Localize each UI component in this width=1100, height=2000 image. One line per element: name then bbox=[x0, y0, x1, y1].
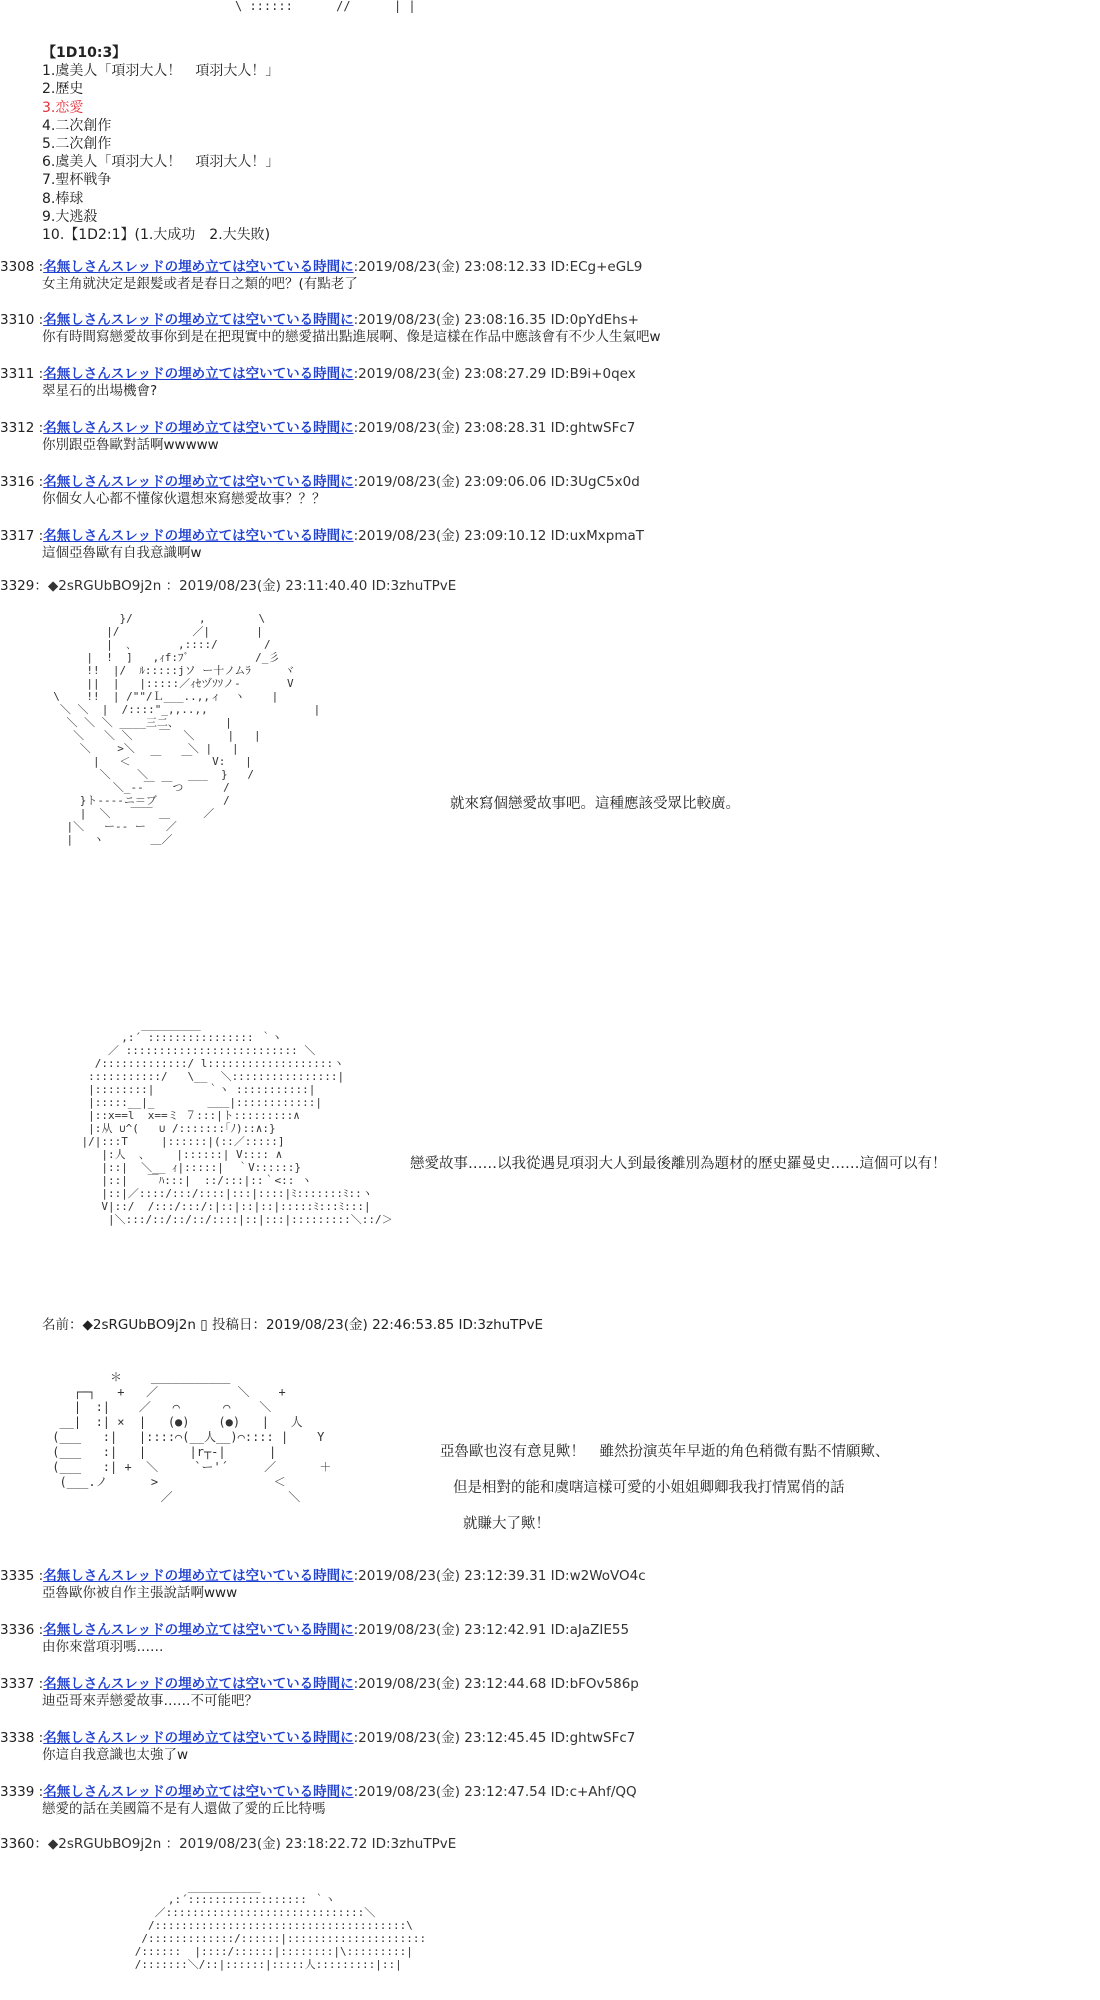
post-meta: :2019/08/23(金) 23:08:28.31 ID:ghtwSFc7 bbox=[353, 420, 636, 436]
list-item: 6.虞美人「項羽大人！ 項羽大人！」 bbox=[42, 154, 280, 171]
list-header: 【1D10:3】 bbox=[42, 45, 127, 61]
thread-post: 3338 :名無しさんスレッドの埋め立ては空いている時間に:2019/08/23(金) 23:12:45.45 ID:ghtwSFc7 你這自我意識也太強了w bbox=[0, 1730, 636, 1763]
post-meta: :2019/08/23(金) 23:09:06.06 ID:3UgC5x0d bbox=[353, 474, 640, 490]
post-body: 這個亞魯歐有自我意識啊w bbox=[42, 545, 202, 561]
post-number: 3337 bbox=[0, 1676, 35, 1692]
thread-post: 3337 :名無しさんスレッドの埋め立ては空いている時間に:2019/08/23(金) 23:12:44.68 ID:bFOv586p 迪亞哥來弄戀愛故事……不可能吧？ bbox=[0, 1676, 639, 1709]
thread-post: 3317 :名無しさんスレッドの埋め立ては空いている時間に:2019/08/23(金) 23:09:10.12 ID:uxMxpmaT 這個亞魯歐有自我意識啊w bbox=[0, 528, 644, 561]
post-number: 3312 bbox=[0, 420, 35, 436]
post-body: 迪亞哥來弄戀愛故事……不可能吧？ bbox=[42, 1693, 258, 1709]
post-body: 亞魯歐你被自作主張說話啊www bbox=[42, 1585, 238, 1601]
post-body: 女主角就決定是銀髪或者是春日之類的吧？(有點老了 bbox=[42, 276, 358, 292]
post-meta: :2019/08/23(金) 23:09:10.12 ID:uxMxpmaT bbox=[353, 528, 644, 544]
poster-name-link[interactable]: 名無しさんスレッドの埋め立ては空いている時間に bbox=[43, 1784, 354, 1800]
list-item-selected: 3.恋愛 bbox=[42, 99, 84, 116]
post-meta: :2019/08/23(金) 23:12:45.45 ID:ghtwSFc7 bbox=[353, 1730, 636, 1746]
list-item: 4.二次創作 bbox=[42, 117, 112, 134]
post-number: 3338 bbox=[0, 1730, 35, 1746]
dialogue-caption: 但是相對的能和虞嗐這樣可愛的小姐姐卿卿我我打情罵俏的話 bbox=[453, 1480, 845, 1496]
post-meta: ：◆2sRGUbBO9j2n ：2019/08/23(金) 23:18:22.72 ID:3zhuTPvE bbox=[34, 1836, 457, 1852]
post-number: 3335 bbox=[0, 1568, 35, 1584]
post-number: 3316 bbox=[0, 474, 35, 490]
post-meta: :2019/08/23(金) 23:12:42.91 ID:aJaZIE55 bbox=[353, 1622, 630, 1638]
list-item: 9.大逃殺 bbox=[42, 208, 98, 225]
list-item: 8.棒球 bbox=[42, 190, 84, 207]
poster-name-link[interactable]: 名無しさんスレッドの埋め立ては空いている時間に bbox=[43, 1730, 354, 1746]
dialogue-caption: 就來寫個戀愛故事吧。這種應該受眾比較廣。 bbox=[450, 796, 740, 812]
ascii-art-yaruo: ＊ ___________ ┌─┐ + ／ ＼ + | :| ／ ⌒ ⌒ ＼ __| :| × | (●) (●) | 人 (___ :| |::::⌒(__人__)⌒:::: | Y (___ :| | |r┬-| | (___ :| + ＼ `ー'´ ／ ＋ (___.ノ > ＜ ／ ＼ bbox=[52, 1370, 332, 1504]
thread-post: 3336 :名無しさんスレッドの埋め立ては空いている時間に:2019/08/23(金) 23:12:42.91 ID:aJaZIE55 由你來當項羽嗎…… bbox=[0, 1622, 630, 1655]
post-number: 3360 bbox=[0, 1836, 35, 1852]
post-body: 你個女人心都不懂傢伙還想來寫戀愛故事？？？ bbox=[42, 491, 326, 507]
thread-post: 3335 :名無しさんスレッドの埋め立ては空いている時間に:2019/08/23(金) 23:12:39.31 ID:w2WoVO4c 亞魯歐你被自作主張說話啊www bbox=[0, 1568, 646, 1601]
poster-name-link[interactable]: 名無しさんスレッドの埋め立ては空いている時間に bbox=[43, 312, 354, 328]
post-meta: :2019/08/23(金) 23:08:16.35 ID:0pYdEhs+ bbox=[353, 312, 639, 328]
thread-post: 3339 :名無しさんスレッドの埋め立ては空いている時間に:2019/08/23(金) 23:12:47.54 ID:c+Ahf/QQ 戀愛的話在美國篇不是有人還做了愛的丘比特嗎 bbox=[0, 1784, 637, 1817]
poster-name-link[interactable]: 名無しさんスレッドの埋め立ては空いている時間に bbox=[43, 259, 354, 275]
poster-name-link[interactable]: 名無しさんスレッドの埋め立ては空いている時間に bbox=[43, 420, 354, 436]
poster-name-link[interactable]: 名無しさんスレッドの埋め立ては空いている時間に bbox=[43, 366, 354, 382]
post-number: 3311 bbox=[0, 366, 35, 382]
post-number: 3317 bbox=[0, 528, 35, 544]
post-meta: :2019/08/23(金) 23:08:12.33 ID:ECg+eGL9 bbox=[353, 259, 643, 275]
poster-name-link[interactable]: 名無しさんスレッドの埋め立ては空いている時間に bbox=[43, 1676, 354, 1692]
post-number: 3339 bbox=[0, 1784, 35, 1800]
poster-name-link[interactable]: 名無しさんスレッドの埋め立ては空いている時間に bbox=[43, 1622, 354, 1638]
ascii-art-character-2: _________ ,:´ :::::::::::::::: ｀ヽ ／ :::::::::::::::::::::::::: ＼ /:::::::::::::/ l:::::::::::::::::::ヽ :::::::::::/ \__ ＼::::::::::::::::| |::::::::| ｀ヽ :::::::::::| |:::::__|_ ＿＿|::::::::::::| |::x==l x==ミ ７:::|ト:::::::::∧ |:从 ∪^( ∪ /:::::::｢ﾉ)::∧:} |/|:::T |::::::|(::／:::::] |:人 、 |::::::| V:::: ∧ |::| ＼__ ｨ|:::::| ｀V::::::} |::| ￣ﾊ:::| ::/:::|::｀<:: ヽ |::|／::::/:::/::::|:::|::::|ﾐ:::::::ﾐ::ヽ V|::/ /:::/:::/:|::|::|::|:::::ﾐ:::ﾐ:::| |＼:::/::/::/::/::::|::|:::|:::::::::＼::/＞ bbox=[81, 1018, 393, 1226]
post-meta: :2019/08/23(金) 23:12:39.31 ID:w2WoVO4c bbox=[353, 1568, 646, 1584]
post-body: 你這自我意識也太強了w bbox=[42, 1747, 189, 1763]
post-number: 3308 bbox=[0, 259, 35, 275]
dice-roll-list bbox=[42, 44, 279, 244]
post-body: 你有時間寫戀愛故事你到是在把現實中的戀愛描出點進展啊、像是這樣在作品中應該會有不少人生氣吧w bbox=[42, 329, 661, 345]
post-body: 你別跟亞魯歐對話啊wwwww bbox=[42, 437, 219, 453]
thread-post: 3310 :名無しさんスレッドの埋め立ては空いている時間に:2019/08/23(金) 23:08:16.35 ID:0pYdEhs+ 你有時間寫戀愛故事你到是在把現實中的戀愛描出點進展啊、像是這樣在作品中應該會有不少人生氣吧w bbox=[0, 312, 661, 345]
post-meta: ：◆2sRGUbBO9j2n ：2019/08/23(金) 23:11:40.40 ID:3zhuTPvE bbox=[34, 578, 457, 594]
post-meta: :2019/08/23(金) 23:12:44.68 ID:bFOv586p bbox=[353, 1676, 639, 1692]
list-item: 1.虞美人「項羽大人！ 項羽大人！」 bbox=[42, 63, 280, 80]
poster-name-link[interactable]: 名無しさんスレッドの埋め立ては空いている時間に bbox=[43, 1568, 354, 1584]
list-item: 2.歷史 bbox=[42, 81, 84, 98]
post-meta: :2019/08/23(金) 23:08:27.29 ID:B9i+0qex bbox=[353, 366, 636, 382]
quoted-name-line: 名前：◆2sRGUbBO9j2n ▯ 投稿日：2019/08/23(金) 22:46:53.85 ID:3zhuTPvE bbox=[42, 1317, 544, 1333]
ascii-art-character-1: }/ , \ |/ ／| | | ､ ,::::/ / | ! ] ,ｨf:ﾌﾞ /_彡 !! |/ ﾙ:::::jソ ー十ノムﾗ ヾ || | |:::::／ｨｾヅｿｿノ- V \ !! | /""/Ｌ___..,,ィ ヽ | ＼ ＼ | /::::"_,,..,, | ＼ ＼ ＼ ____三二、 | ＼ ＼ ＼ ￣ ＼ | | ＼ >＼ ＼ | | | ＜ ￣ ￣ V: | ＼ ＼ ___ } / ＼_--￣ ￣つ / }ト----ニ＝ブ / | ＼ ￣￣ ＿ ／ |＼ ー-- ー ／ | ヽ ＿／ bbox=[53, 612, 321, 846]
post-number: 3310 bbox=[0, 312, 35, 328]
poster-name-link[interactable]: 名無しさんスレッドの埋め立ては空いている時間に bbox=[43, 474, 354, 490]
ascii-art-top-fragment: \ :::::: // | | bbox=[235, 0, 416, 13]
thread-post: 3308 :名無しさんスレッドの埋め立ては空いている時間に:2019/08/23(金) 23:08:12.33 ID:ECg+eGL9 女主角就決定是銀髪或者是春日之類的吧？(有點老了 bbox=[0, 259, 643, 292]
dialogue-caption: 就賺大了歟！ bbox=[463, 1516, 550, 1532]
post-body: 戀愛的話在美國篇不是有人還做了愛的丘比特嗎 bbox=[42, 1801, 326, 1817]
thread-post: 3312 :名無しさんスレッドの埋め立ては空いている時間に:2019/08/23(金) 23:08:28.31 ID:ghtwSFc7 你別跟亞魯歐對話啊wwwww bbox=[0, 420, 636, 453]
ascii-art-character-3: ___________ ,:´:::::::::::::::::: ｀ヽ ／::::::::::::::::::::::::::::::＼ /::::::::::::::::::::::::::::::::::::::\ /:::::::::::::/::::::|::::::::::::::::::::: /:::::: |::::/::::::|::::::::|\:::::::::| /:::::::＼/::|::::::|:::::人:::::::::|::| bbox=[134, 1880, 427, 1971]
poster-name-link[interactable]: 名無しさんスレッドの埋め立ては空いている時間に bbox=[43, 528, 354, 544]
post-number: 3329 bbox=[0, 578, 35, 594]
thread-post: 3311 :名無しさんスレッドの埋め立ては空いている時間に:2019/08/23(金) 23:08:27.29 ID:B9i+0qex 翠星石的出場機會? bbox=[0, 366, 636, 399]
post-meta: :2019/08/23(金) 23:12:47.54 ID:c+Ahf/QQ bbox=[353, 1784, 637, 1800]
list-item: 5.二次創作 bbox=[42, 136, 112, 153]
op-post-header bbox=[0, 578, 456, 595]
dialogue-caption: 戀愛故事……以我從遇見項羽大人到最後離別為題材的歷史羅曼史……這個可以有！ bbox=[410, 1156, 947, 1172]
list-item: 10.【1D2:1】(1.大成功 2.大失敗) bbox=[42, 227, 271, 244]
dialogue-caption: 亞魯歐也沒有意見歟！ 雖然扮演英年早逝的角色稍微有點不情願歟、 bbox=[440, 1444, 890, 1460]
post-number: 3336 bbox=[0, 1622, 35, 1638]
thread-post: 3316 :名無しさんスレッドの埋め立ては空いている時間に:2019/08/23(金) 23:09:06.06 ID:3UgC5x0d 你個女人心都不懂傢伙還想來寫戀愛故事？？？ bbox=[0, 474, 640, 507]
op-post-header bbox=[0, 1836, 456, 1853]
post-body: 由你來當項羽嗎…… bbox=[42, 1639, 164, 1655]
list-item: 7.聖杯戦争 bbox=[42, 172, 112, 189]
post-body: 翠星石的出場機會? bbox=[42, 383, 158, 399]
